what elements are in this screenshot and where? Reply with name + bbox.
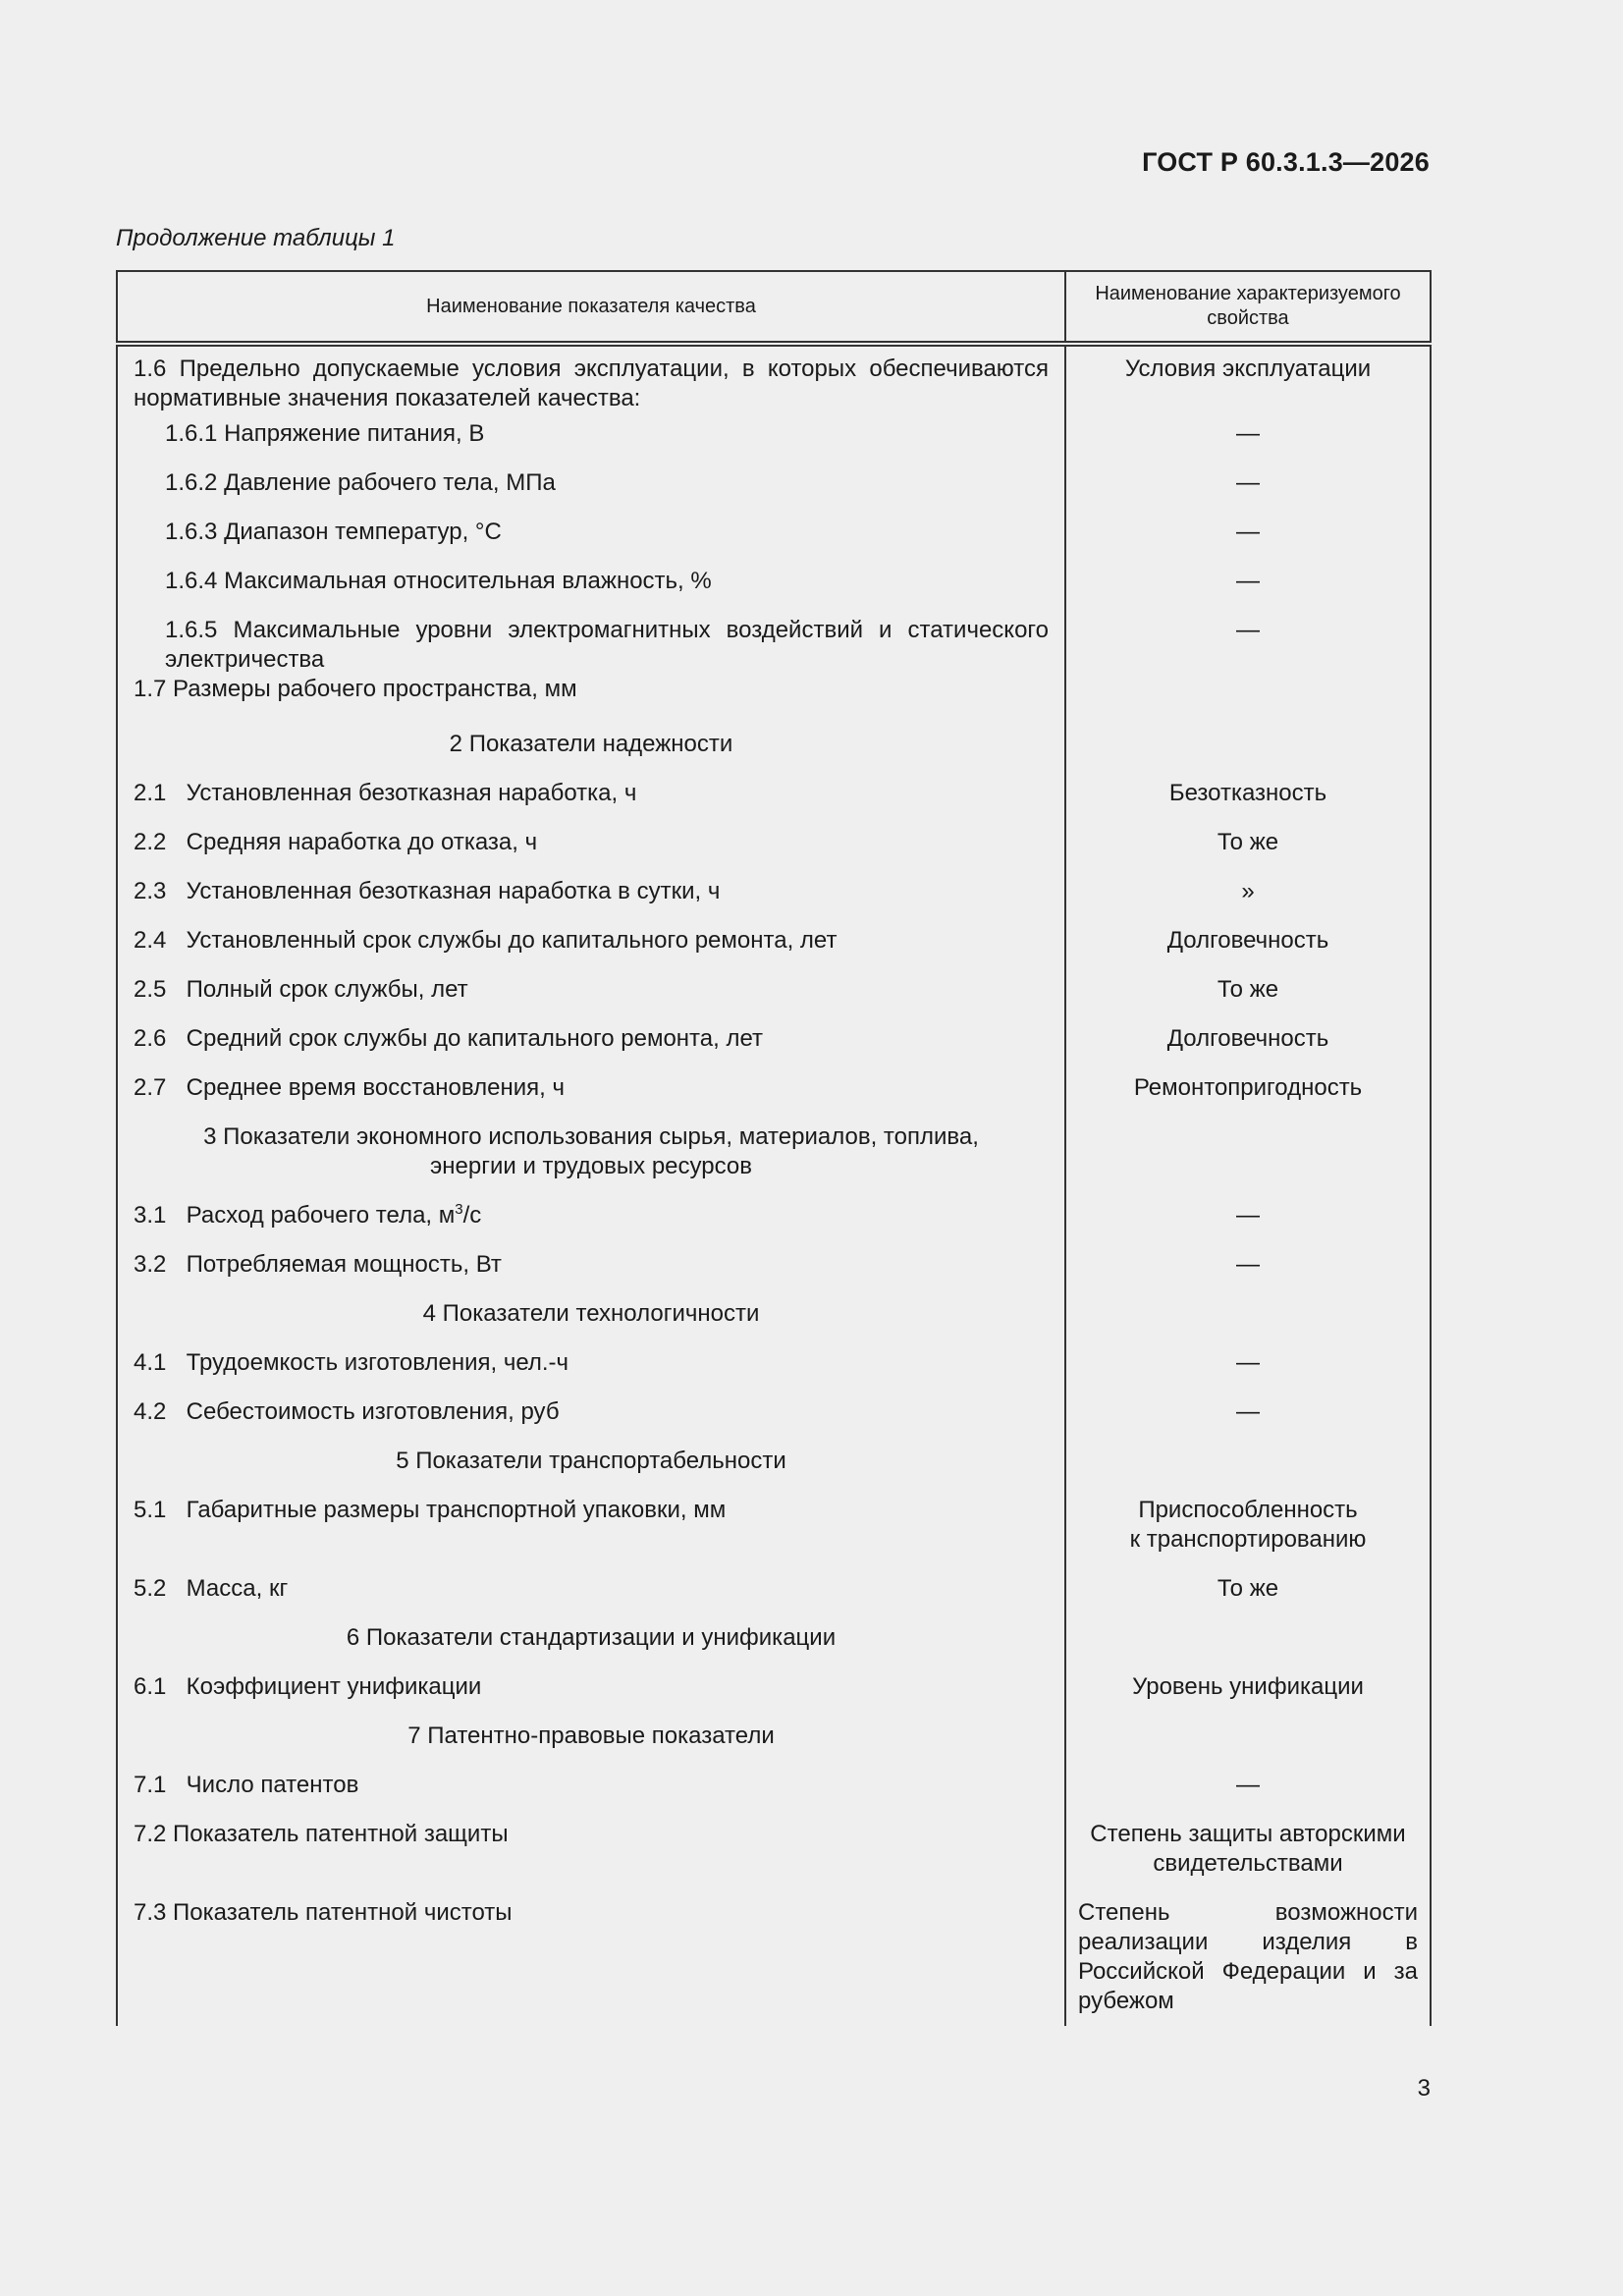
item-number: 3.1 (134, 1202, 167, 1229)
indicator-text: Установленный срок службы до капитального ремонта, лет (186, 927, 838, 954)
property-cell: Безотказность (1065, 773, 1431, 822)
indicator-cell (117, 1018, 1065, 1067)
item-number: 2.4 (134, 927, 167, 954)
property-cell (1065, 1441, 1431, 1490)
item-number: 1.6.4 (165, 568, 218, 594)
table-row (117, 344, 1431, 413)
indicator-cell (117, 1342, 1065, 1392)
property-cell: — (1065, 1765, 1431, 1814)
item-number: 5.2 (134, 1575, 167, 1602)
property-cell: Ремонтопригодность (1065, 1067, 1431, 1117)
property-cell: Долговечность (1065, 920, 1431, 969)
item-number: 4.2 (134, 1398, 167, 1425)
property-cell: — (1065, 413, 1431, 463)
indicator-cell (117, 610, 1065, 675)
property-cell: — (1065, 512, 1431, 561)
indicator-cell (117, 413, 1065, 463)
indicator-cell (117, 1392, 1065, 1441)
indicator-text: Трудоемкость изготовления, чел.-ч (186, 1349, 569, 1376)
unit-superscript: 3 (455, 1201, 463, 1218)
indicator-cell (117, 1765, 1065, 1814)
item-number: 2.5 (134, 976, 167, 1003)
unit-tail: /с (462, 1202, 482, 1229)
indicator-cell (117, 1244, 1065, 1293)
indicator-cell (117, 822, 1065, 871)
indicator-text: Полный срок службы, лет (186, 976, 468, 1003)
indicator-cell (117, 1067, 1065, 1117)
table-row (117, 1490, 1431, 1568)
table-row (117, 1195, 1431, 1244)
table-row (117, 1814, 1431, 1892)
property-cell: — (1065, 1392, 1431, 1441)
property-cell: Уровень унификации (1065, 1667, 1431, 1716)
property-cell: — (1065, 610, 1431, 675)
property-cell: Условия эксплуатации (1065, 344, 1431, 413)
property-cell: То же (1065, 822, 1431, 871)
section-heading: 4 Показатели технологичности (117, 1293, 1065, 1342)
item-number: 1.6.2 (165, 469, 218, 496)
table-row (117, 610, 1431, 675)
section-row (117, 724, 1431, 773)
section-heading: 6 Показатели стандартизации и унификации (117, 1617, 1065, 1667)
indicator-cell (117, 920, 1065, 969)
table-row (117, 1067, 1431, 1117)
indicator-text: Средний срок службы до капитального ремонта, лет (186, 1025, 764, 1052)
indicator-cell: 7.3 Показатель патентной чистоты (117, 1892, 1065, 2026)
property-cell (1065, 675, 1431, 724)
page-number: 3 (1417, 2075, 1431, 2102)
property-cell: Степень защиты авторскими свидетельствами (1065, 1814, 1431, 1892)
item-number: 6.1 (134, 1673, 167, 1700)
indicator-text: Установленная безотказная наработка в сутки, ч (186, 878, 721, 904)
table-row (117, 1244, 1431, 1293)
section-heading: 2 Показатели надежности (117, 724, 1065, 773)
table-row (117, 1392, 1431, 1441)
item-number: 2.3 (134, 878, 167, 904)
indicator-cell (117, 463, 1065, 512)
table-row (117, 822, 1431, 871)
indicator-text: Напряжение питания, В (224, 420, 485, 447)
property-cell: Приспособленность к транспортированию (1065, 1490, 1431, 1568)
property-cell: — (1065, 561, 1431, 610)
table-row (117, 675, 1431, 724)
section-heading: 3 Показатели экономного использования сырья, материалов, топлива, энергии и трудовых ресурсов (117, 1117, 1065, 1195)
property-cell (1065, 1617, 1431, 1667)
property-cell: — (1065, 463, 1431, 512)
table-row (117, 1765, 1431, 1814)
table-row (117, 1892, 1431, 2026)
indicator-text: Максимальная относительная влажность, % (224, 568, 712, 594)
indicator-cell (117, 561, 1065, 610)
section-row (117, 1117, 1431, 1195)
indicator-text: Себестоимость изготовления, руб (186, 1398, 560, 1425)
section-row (117, 1716, 1431, 1765)
item-number: 2.7 (134, 1074, 167, 1101)
property-cell: — (1065, 1244, 1431, 1293)
indicator-text: Расход рабочего тела, м (186, 1202, 456, 1229)
table-row (117, 773, 1431, 822)
indicator-cell: 1.7 Размеры рабочего пространства, мм (117, 675, 1065, 724)
indicator-text: Коэффициент унификации (186, 1673, 482, 1700)
property-cell: То же (1065, 1568, 1431, 1617)
quality-indicators-table (116, 270, 1430, 2046)
indicator-text: Максимальные уровни электромагнитных воздействий и статического электричества (165, 617, 1049, 673)
property-cell (1065, 724, 1431, 773)
item-number: 4.1 (134, 1349, 167, 1376)
indicator-cell (117, 1667, 1065, 1716)
property-cell: Степень возможности реализации изделия в Российской Федерации и за рубежом (1065, 1892, 1431, 2026)
table-row (117, 1667, 1431, 1716)
indicator-cell (117, 969, 1065, 1018)
indicator-cell (117, 1490, 1065, 1568)
table-row (117, 463, 1431, 512)
table-row (117, 969, 1431, 1018)
property-cell: » (1065, 871, 1431, 920)
indicator-cell: 7.2 Показатель патентной защиты (117, 1814, 1065, 1892)
property-cell: Долговечность (1065, 1018, 1431, 1067)
table-row (117, 1568, 1431, 1617)
section-heading: 7 Патентно-правовые показатели (117, 1716, 1065, 1765)
indicator-text: Масса, кг (186, 1575, 289, 1602)
indicator-cell (117, 773, 1065, 822)
section-row (117, 1617, 1431, 1667)
indicator-text: Давление рабочего тела, МПа (224, 469, 556, 496)
property-cell: — (1065, 1195, 1431, 1244)
property-cell (1065, 1293, 1431, 1342)
standard-designation: ГОСТ Р 60.3.1.3—2026 (1142, 147, 1430, 177)
section-row (117, 1293, 1431, 1342)
indicator-text: Средняя наработка до отказа, ч (186, 829, 538, 855)
indicator-cell (117, 871, 1065, 920)
property-cell (1065, 1716, 1431, 1765)
table-row (117, 920, 1431, 969)
indicator-text: Потребляемая мощность, Вт (186, 1251, 502, 1278)
indicator-cell: 1.6 Предельно допускаемые условия эксплуатации, в которых обеспечиваются нормативные значения показателей качества: (117, 344, 1065, 413)
item-number: 2.2 (134, 829, 167, 855)
table-row (117, 561, 1431, 610)
col-header-indicator: Наименование показателя качества (117, 271, 1065, 344)
indicator-text: Среднее время восстановления, ч (186, 1074, 565, 1101)
col-header-property: Наименование характеризуемого свойства (1065, 271, 1431, 344)
item-number: 7.1 (134, 1772, 167, 1798)
item-number: 1.6.1 (165, 420, 218, 447)
indicator-text: Габаритные размеры транспортной упаковки, мм (186, 1497, 727, 1523)
table-header-row (117, 271, 1431, 344)
table-row (117, 512, 1431, 561)
indicator-text: Число патентов (186, 1772, 359, 1798)
indicator-cell (117, 512, 1065, 561)
item-number: 3.2 (134, 1251, 167, 1278)
table-caption: Продолжение таблицы 1 (116, 225, 396, 251)
item-number: 2.6 (134, 1025, 167, 1052)
indicator-cell (117, 1568, 1065, 1617)
indicator-text: Диапазон температур, °С (224, 519, 502, 545)
property-cell: — (1065, 1342, 1431, 1392)
item-number: 1.6.3 (165, 519, 218, 545)
section-row (117, 1441, 1431, 1490)
property-cell (1065, 1117, 1431, 1195)
section-heading: 5 Показатели транспортабельности (117, 1441, 1065, 1490)
indicator-cell (117, 1195, 1065, 1244)
item-number: 2.1 (134, 780, 167, 806)
item-number: 1.6.5 (165, 617, 218, 643)
indicator-text: Установленная безотказная наработка, ч (186, 780, 637, 806)
table-row (117, 413, 1431, 463)
table-row (117, 871, 1431, 920)
property-cell: То же (1065, 969, 1431, 1018)
item-number: 5.1 (134, 1497, 167, 1523)
table-row (117, 1342, 1431, 1392)
table-row (117, 1018, 1431, 1067)
